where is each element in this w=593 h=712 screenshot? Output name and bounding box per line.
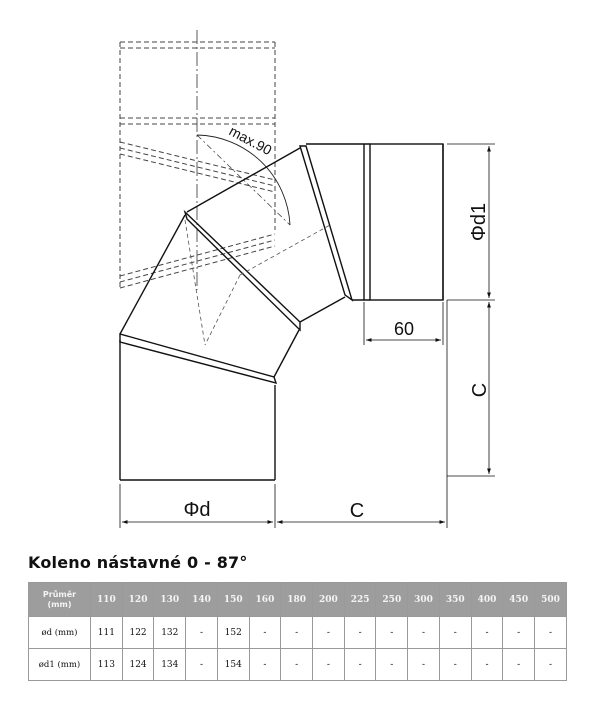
table-header-size: 120 <box>122 583 154 617</box>
dimension-table <box>28 582 567 681</box>
table-cell: 124 <box>122 649 154 681</box>
table-cell: 132 <box>154 617 186 649</box>
table-row-label: ød (mm) <box>29 617 91 649</box>
table-header-size: 180 <box>281 583 313 617</box>
table-cell: - <box>281 617 313 649</box>
dimension-c-vertical <box>447 300 495 528</box>
table-cell: - <box>249 617 281 649</box>
table-cell: - <box>408 649 440 681</box>
table-cell: - <box>535 649 567 681</box>
table-header-size: 250 <box>376 583 408 617</box>
table-cell: 154 <box>217 649 249 681</box>
table-cell: - <box>503 649 535 681</box>
table-row <box>29 617 567 649</box>
dashed-pipe-outline <box>120 42 275 290</box>
table-cell: 152 <box>217 617 249 649</box>
table-header-row <box>29 583 567 617</box>
table-cell: - <box>186 617 218 649</box>
table-cell: 113 <box>91 649 123 681</box>
table-header-size: 150 <box>217 583 249 617</box>
table-header-label <box>29 583 91 617</box>
table-cell: - <box>313 649 345 681</box>
table-cell: - <box>471 649 503 681</box>
dimension-c-horizontal-label: C <box>349 500 365 522</box>
table-cell: 122 <box>122 617 154 649</box>
dimension-d1-label: Φd1 <box>468 202 490 242</box>
table-header-size: 300 <box>408 583 440 617</box>
table-header-size: 350 <box>439 583 471 617</box>
table-cell: - <box>249 649 281 681</box>
table-header-size: 130 <box>154 583 186 617</box>
header-label-line-1: Průměr <box>42 589 77 599</box>
table-header-size: 160 <box>249 583 281 617</box>
table-cell: - <box>376 617 408 649</box>
table-header-size: 110 <box>91 583 123 617</box>
dimension-d-label: Φd <box>183 499 211 521</box>
table-row-label: ød1 (mm) <box>29 649 91 681</box>
dimension-c-vertical-label: C <box>469 382 491 398</box>
table-cell: - <box>408 617 440 649</box>
table-cell: - <box>344 649 376 681</box>
table-cell: - <box>503 617 535 649</box>
table-cell: 134 <box>154 649 186 681</box>
table-header-size: 450 <box>503 583 535 617</box>
dimension-60-label: 60 <box>393 319 415 339</box>
table-row <box>29 649 567 681</box>
header-label-line-2: (mm) <box>47 599 72 609</box>
table-cell: - <box>439 649 471 681</box>
table-header-size: 400 <box>471 583 503 617</box>
table-header-size: 225 <box>344 583 376 617</box>
table-header-size: 200 <box>313 583 345 617</box>
product-title: Koleno nástavné 0 - 87° <box>28 553 248 572</box>
table-cell: - <box>313 617 345 649</box>
table-cell: - <box>376 649 408 681</box>
angle-label: max.90 <box>226 122 275 159</box>
table-header-size: 140 <box>186 583 218 617</box>
table-cell: - <box>186 649 218 681</box>
table-cell: - <box>439 617 471 649</box>
table-header-size: 500 <box>535 583 567 617</box>
table-cell: - <box>535 617 567 649</box>
table-cell: 111 <box>91 617 123 649</box>
table-cell: - <box>344 617 376 649</box>
table-cell: - <box>471 617 503 649</box>
elbow-body <box>120 144 443 480</box>
table-cell: - <box>281 649 313 681</box>
